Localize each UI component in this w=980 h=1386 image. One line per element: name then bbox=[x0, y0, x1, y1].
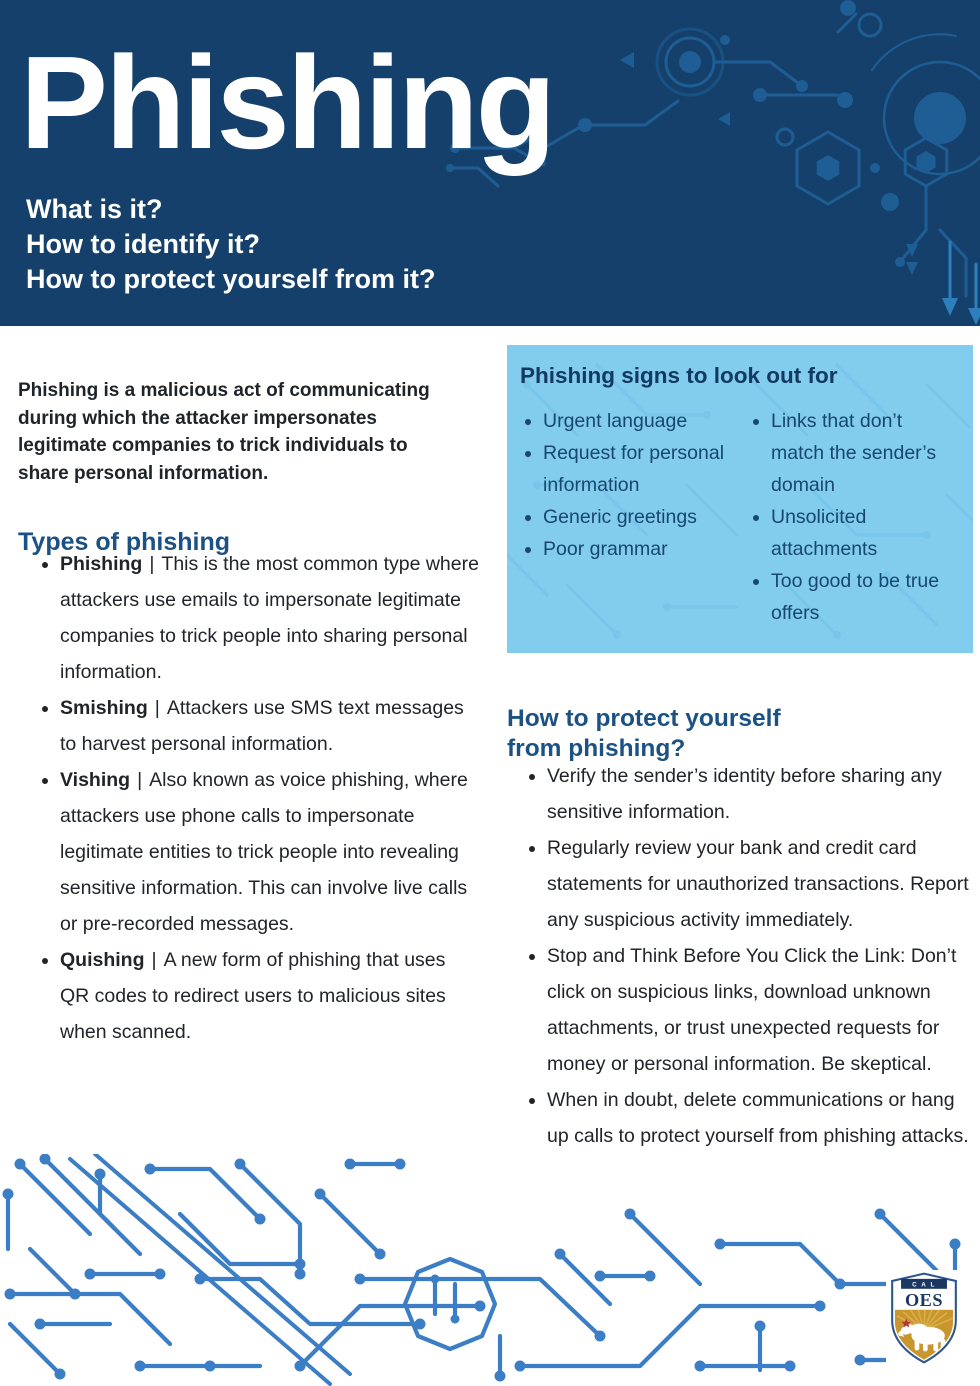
circuit-decoration-bottom bbox=[0, 1154, 980, 1386]
pipe-separator: | bbox=[154, 697, 160, 719]
type-description: A new form of phishing that uses QR codes to redirect users to malicious sites when scanned. bbox=[60, 949, 446, 1043]
pipe-separator: | bbox=[149, 553, 155, 575]
header-banner bbox=[0, 0, 980, 326]
subtitle-line: How to identify it? bbox=[26, 229, 260, 260]
page-title: Phishing bbox=[20, 29, 554, 176]
signs-column-2 bbox=[735, 405, 955, 629]
list-item: • Too good to be true offers bbox=[771, 565, 955, 629]
list-item: • When in doubt, delete communications or hang up calls to protect yourself from phishing attacks. bbox=[547, 1082, 969, 1154]
type-description: Attackers use SMS text messages to harvest personal information. bbox=[60, 697, 464, 755]
logo-oes-text: OES bbox=[904, 1290, 944, 1310]
list-item bbox=[60, 762, 480, 942]
list-item: • Verify the sender’s identity before sharing any sensitive information. bbox=[547, 758, 969, 830]
type-term: Vishing bbox=[60, 769, 131, 791]
list-item: • Links that don’t match the sender’s domain bbox=[771, 405, 955, 501]
signs-box-title: Phishing signs to look out for bbox=[520, 363, 838, 388]
list-item bbox=[60, 942, 480, 1050]
list-item: • Request for personal information bbox=[543, 437, 735, 501]
pipe-separator: | bbox=[137, 769, 143, 791]
protect-heading bbox=[507, 704, 781, 763]
list-item: • Poor grammar bbox=[543, 533, 735, 565]
type-term: Smishing bbox=[60, 697, 148, 719]
type-term: Quishing bbox=[60, 949, 145, 971]
list-item: • Regularly review your bank and credit card statements for unauthorized transactions. Report any suspicious activity immediately. bbox=[547, 830, 969, 938]
list-item bbox=[60, 690, 480, 762]
list-item: • Stop and Think Before You Click the Link: Don’t click on suspicious links, download unknown attachments, or trust unexpected requests for money or personal information. Be skeptical. bbox=[547, 938, 969, 1082]
type-term: Phishing bbox=[60, 553, 143, 575]
list-item bbox=[60, 546, 480, 690]
type-description: Also known as voice phishing, where attackers use phone calls to impersonate legitimate entities to trick people into revealing sensitive information. This can involve live calls or pre-recorded messages. bbox=[60, 769, 468, 935]
protect-list bbox=[507, 758, 969, 1154]
signs-columns bbox=[507, 405, 973, 629]
pipe-separator: | bbox=[151, 949, 157, 971]
list-item: • Unsolicited attachments bbox=[771, 501, 955, 565]
cal-oes-shield bbox=[886, 1270, 962, 1366]
header-subtitle bbox=[26, 192, 436, 297]
gold-field bbox=[895, 1308, 953, 1364]
signs-column-1 bbox=[507, 405, 735, 629]
intro-paragraph: Phishing is a malicious act of communicating during which the attacker impersonates legitimate companies to trick individuals to share personal information. bbox=[18, 380, 430, 484]
subtitle-line: What is it? bbox=[26, 194, 163, 224]
list-item: • Generic greetings bbox=[543, 501, 735, 533]
types-list bbox=[18, 546, 480, 1050]
protect-heading-line: from phishing? bbox=[507, 734, 686, 762]
phishing-signs-box bbox=[507, 345, 973, 653]
cal-oes-logo bbox=[886, 1270, 962, 1366]
subtitle-line: How to protect yourself from it? bbox=[26, 264, 436, 295]
types-heading: Types of phishing bbox=[18, 527, 231, 556]
protect-heading-line: How to protect yourself bbox=[507, 705, 781, 733]
logo-cal-text: C A L bbox=[912, 1281, 936, 1289]
list-item: • Urgent language bbox=[543, 405, 735, 437]
type-description: This is the most common type where attackers use emails to impersonate legitimate companies to trick people into sharing personal information. bbox=[60, 553, 479, 683]
